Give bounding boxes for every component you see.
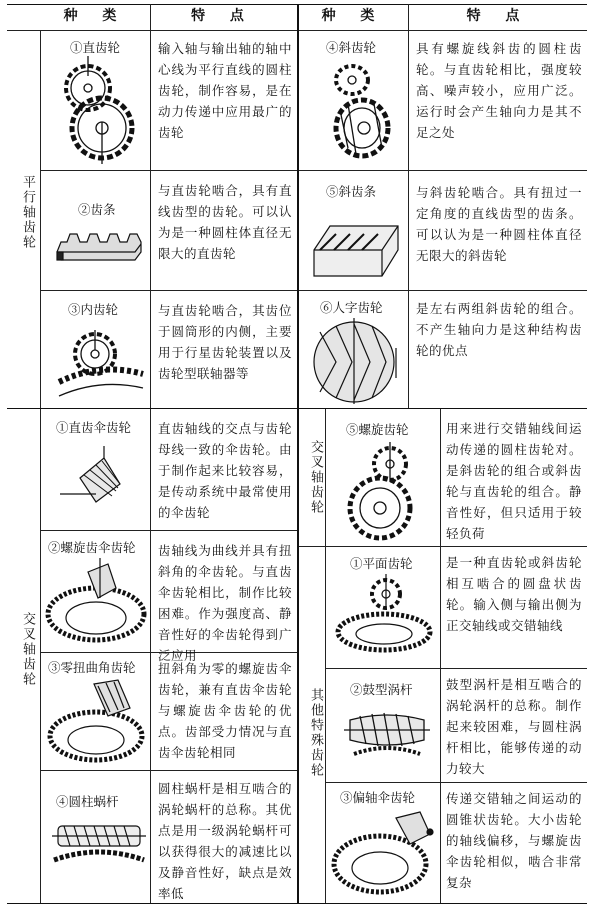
section-divider — [7, 408, 587, 409]
item-name: ④斜齿轮 — [326, 40, 377, 55]
item-description: 具有螺旋线斜齿的圆柱齿轮。与直齿轮相比，强度较高、噪声较小，应用广泛。运行时会产生轴向力是其不足之处 — [416, 41, 582, 140]
section-divider-right — [299, 546, 587, 547]
item-name: ④圆柱蜗杆 — [56, 794, 119, 809]
drum-worm-icon — [344, 702, 430, 762]
item-description: 与直齿轮啮合，具有直线齿型的齿轮。可以认为是一种圆柱体直径无限大的直齿轮 — [158, 183, 292, 261]
item-description: 输入轴与输出轴的轴中心线为平行直线的圆柱齿轮，制作容易，是在动力传递中应用最广的齿轮 — [158, 41, 292, 140]
zerol-bevel-gear-icon — [46, 678, 148, 764]
divider — [150, 4, 151, 903]
row-divider — [40, 170, 297, 171]
item-description: 是左右两组斜齿轮的组合。不产生轴向力是这种结构齿轮的优点 — [416, 301, 582, 358]
item-description: 用来进行交错轴线间运动传递的圆柱齿轮对。是斜齿轮的组合或斜齿轮与直齿轮的组合。静音性好，但只适用于较轻负荷 — [446, 421, 582, 541]
spur-gear-icon — [52, 56, 142, 164]
row-divider — [40, 290, 297, 291]
herringbone-gear-icon — [306, 318, 402, 404]
item-description: 是一种直齿轮或斜齿轮相互啮合的圆盘状齿轮。输入侧与输出侧为正交轴线或交错轴线 — [446, 555, 582, 633]
row-divider — [40, 770, 297, 771]
item-name: ①平面齿轮 — [350, 556, 413, 571]
category-crossed-right: 交叉轴齿轮 — [308, 440, 323, 515]
divider — [440, 408, 441, 903]
category-parallel: 平行轴齿轮 — [20, 175, 35, 250]
item-name: ①直齿伞齿轮 — [56, 420, 132, 435]
header-kind-right: 种 类 — [321, 8, 385, 24]
row-divider — [325, 782, 587, 783]
table-bottom-border — [7, 903, 587, 904]
item-name: ⑤斜齿条 — [326, 184, 377, 199]
item-description: 传递交错轴之间运动的圆锥状齿轮。大小齿轮的轴线偏移，与螺旋齿伞齿轮相似，啮合非常复杂 — [446, 791, 582, 890]
item-description: 直齿轴线的交点与齿轮母线一致的伞齿轮。由于制作起来比较容易，是传动系统中最常使用的伞齿轮 — [158, 421, 292, 520]
internal-gear-icon — [55, 322, 145, 404]
header-kind-left: 种 类 — [63, 8, 127, 24]
item-name: ③零扭曲角齿轮 — [48, 660, 136, 675]
item-description: 与斜齿轮啮合。具有扭过一定角度的直线齿型的齿条。可以认为是一种圆柱体直径无限大的斜齿轮 — [416, 185, 582, 263]
item-name: ③偏轴伞齿轮 — [340, 790, 416, 805]
straight-bevel-gear-icon — [60, 444, 140, 524]
face-gear-icon — [334, 574, 434, 662]
row-divider — [325, 668, 587, 669]
item-description: 与直齿轮啮合，其齿位于圆筒形的内侧，主要用于行星齿轮装置以及齿轮型联轴器等 — [158, 303, 292, 381]
helical-gear-icon — [312, 56, 400, 164]
divider — [325, 408, 326, 903]
item-name: ②鼓型涡杆 — [350, 682, 413, 697]
row-divider — [299, 170, 587, 171]
category-crossed-left: 交叉轴齿轮 — [20, 612, 35, 687]
row-divider — [40, 530, 297, 531]
item-name: ⑤螺旋齿轮 — [346, 422, 409, 437]
item-name: ⑥人字齿轮 — [320, 300, 383, 315]
center-divider — [297, 4, 299, 903]
header-feature-left: 特 点 — [191, 8, 254, 24]
header-feature-right: 特 点 — [466, 8, 530, 24]
cylindrical-worm-icon — [52, 816, 146, 876]
divider — [408, 4, 409, 408]
screw-gear-icon — [334, 442, 434, 542]
item-description: 圆柱蜗杆是相互啮合的涡轮蜗杆的总称。其优点是用一级涡轮蜗杆可以获得很大的减速比以及静音性好，缺点是效率低 — [158, 781, 292, 901]
helical-rack-icon — [310, 206, 402, 282]
item-description: 鼓型涡杆是相互啮合的涡轮涡杆的总称。制作起来较困难，与圆柱涡杆相比，能够传递的动力较大 — [446, 677, 582, 776]
item-name: ①直齿轮 — [70, 40, 121, 55]
item-name: ②螺旋齿伞齿轮 — [48, 540, 136, 555]
divider — [40, 408, 41, 903]
item-name: ②齿条 — [78, 202, 116, 217]
divider — [40, 30, 41, 408]
item-name: ③内齿轮 — [68, 302, 119, 317]
category-other: 其他特殊齿轮 — [308, 688, 323, 778]
item-description: 齿轴线为曲线并具有扭斜角的伞齿轮。与直齿伞齿轮相比，制作比较困难。作为强度高、静音性好的伞齿轮得到广泛应用 — [158, 543, 292, 663]
row-divider — [299, 290, 587, 291]
spiral-bevel-gear-icon — [44, 558, 148, 646]
hypoid-gear-icon — [330, 808, 438, 898]
rack-icon — [55, 222, 143, 264]
item-description: 扭斜角为零的螺旋齿伞齿轮，兼有直齿伞齿轮与螺旋齿伞齿轮的优点。齿部受力情况与直齿伞齿轮相同 — [158, 661, 292, 760]
